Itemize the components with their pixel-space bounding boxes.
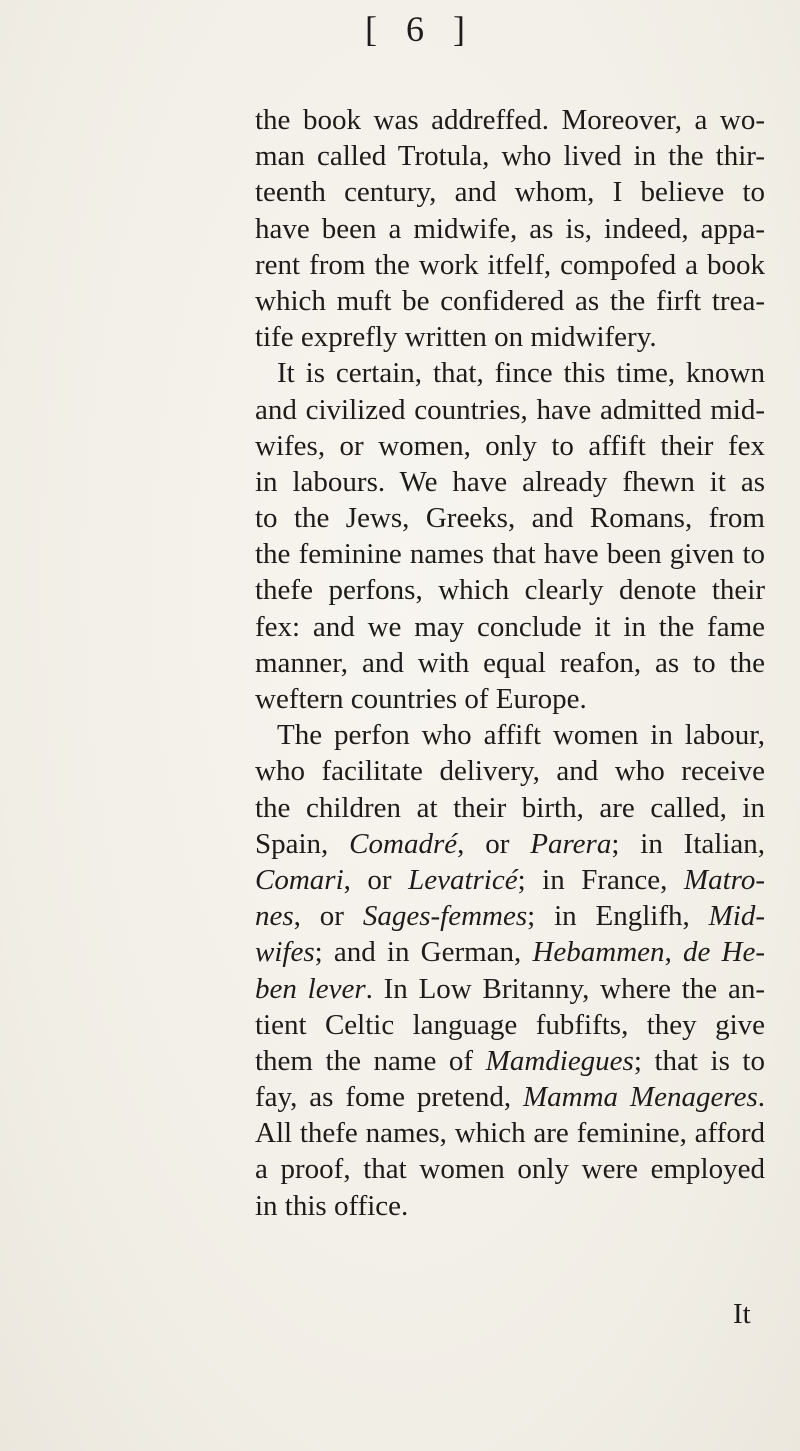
italic-term: Mid- [708, 900, 765, 933]
text-line [255, 1079, 765, 1115]
text-line: in labours. We have already fhewn it as [255, 465, 765, 498]
text-line: fex: and we may conclude it in the fame [255, 610, 765, 643]
text-span: them the name of [255, 1044, 486, 1077]
italic-term: wifes [255, 936, 315, 969]
text-line [255, 862, 765, 898]
text-span: All thefe names, which are feminine, afford [255, 1117, 765, 1150]
text-span: in this office. [255, 1189, 409, 1222]
text-line: and civilized countries, have admitted mid- [255, 393, 765, 426]
text-span: , or [343, 863, 409, 896]
italic-term: Parera [530, 827, 612, 860]
text-line: tife exprefly written on midwifery. [255, 321, 657, 354]
text-line [255, 971, 765, 1007]
text-span: . In Low Britanny, where the an- [365, 972, 765, 1005]
text-span: ; and in German, [314, 936, 533, 969]
text-span: tient Celtic language fubfifts, they give [255, 1008, 765, 1041]
text-span: fay, as fome pretend, [255, 1081, 524, 1114]
text-span: Spain, [255, 827, 350, 860]
text-line [255, 1043, 765, 1079]
text-line: to the Jews, Greeks, and Romans, from [255, 502, 765, 535]
text-line: man called Trotula, who lived in the thir- [255, 140, 765, 173]
text-line: manner, and with equal reafon, as to the [255, 646, 765, 679]
text-span: a proof, that women only were employed [255, 1153, 765, 1186]
italic-term: Mamdiegues [485, 1044, 634, 1077]
text-line: teenth century, and whom, I believe to [255, 176, 765, 209]
text-span: ; in Italian, [611, 827, 765, 860]
text-line: wifes, or women, only to affift their fex [255, 429, 765, 462]
text-line: The perfon who affift women in labour, [277, 719, 765, 752]
italic-term: Mamma Menageres [523, 1081, 758, 1114]
text-span: ; in France, [517, 863, 684, 896]
italic-term: nes [255, 900, 294, 933]
text-line: thefe perfons, which clearly denote their [255, 574, 765, 607]
text-line: weftern countries of Europe. [255, 683, 587, 715]
body-text [255, 102, 765, 1224]
text-line: the children at their birth, are called, in [255, 791, 765, 824]
italic-term: Sages-femmes [362, 900, 528, 933]
text-line: It is certain, that, fince this time, known [277, 357, 765, 390]
italic-term: Hebammen [532, 936, 665, 969]
text-line: have been a midwife, as is, indeed, appa- [255, 212, 765, 245]
text-line [255, 1115, 765, 1151]
text-line [255, 934, 765, 970]
text-line [255, 826, 765, 862]
text-span: . [757, 1081, 765, 1114]
text-line [255, 1151, 765, 1187]
page-number: [ 6 ] [365, 9, 475, 49]
text-line: the feminine names that have been given to [255, 538, 765, 571]
text-line [255, 1007, 765, 1043]
italic-term: ben lever [255, 972, 366, 1005]
italic-term: Levatricé [408, 863, 518, 896]
text-span: , [664, 936, 683, 969]
text-line: the book was addreffed. Moreover, a wo- [255, 104, 765, 136]
text-line [255, 1188, 765, 1224]
text-span: ; that is to [633, 1044, 765, 1077]
italic-term: Comari [255, 863, 344, 896]
text-line [255, 898, 765, 934]
text-line: rent from the work itfelf, compofed a book [255, 248, 765, 281]
text-span: , or [293, 900, 363, 933]
italic-term: Comadré [349, 827, 458, 860]
italic-term: de He- [683, 936, 766, 969]
text-span: , or [457, 827, 531, 860]
text-line: which muft be confidered as the firft trea- [255, 284, 765, 317]
text-span: ; in Englifh, [527, 900, 709, 933]
text-line: who facilitate delivery, and who receive [255, 755, 765, 788]
catchword: It [733, 1298, 751, 1330]
italic-term: Matro- [683, 863, 765, 896]
